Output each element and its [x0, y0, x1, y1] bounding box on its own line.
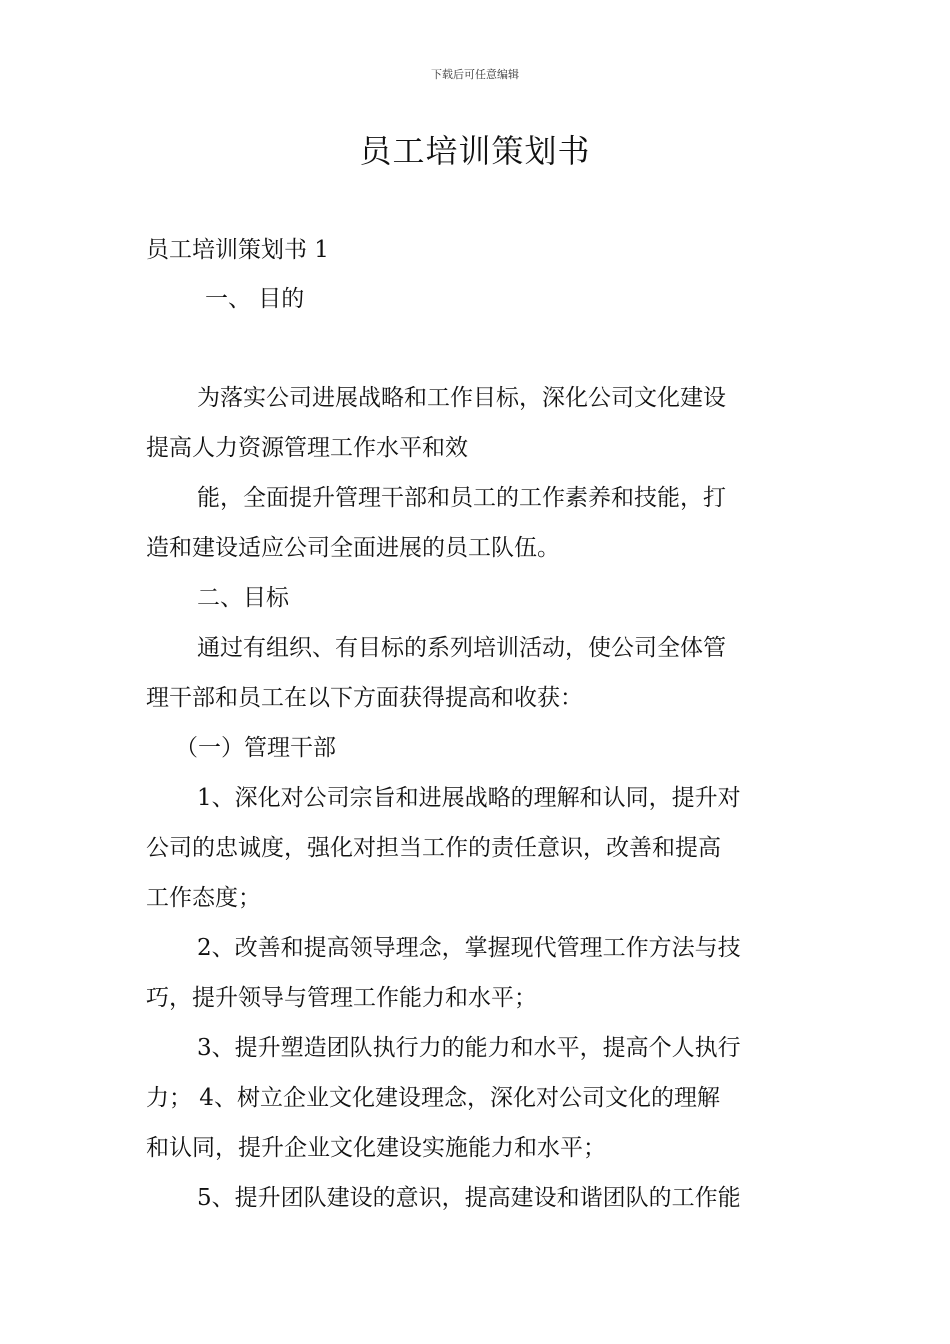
paragraph-line: 造和建设适应公司全面进展的员工队伍。 [146, 535, 560, 561]
list-item-line: 公司的忠诚度，强化对担当工作的责任意识，改善和提高 [146, 835, 721, 861]
list-item-line: 和认同，提升企业文化建设实施能力和水平； [146, 1135, 606, 1161]
paragraph-line: 提高人力资源管理工作水平和效 [146, 435, 468, 461]
list-item-line: 2、改善和提高领导理念，掌握现代管理工作方法与技 [197, 935, 741, 961]
subheading-management: （一）管理干部 [175, 735, 336, 761]
section-heading: 员工培训策划书 1 [146, 237, 329, 263]
paragraph-line: 为落实公司进展战略和工作目标，深化公司文化建设 [197, 385, 726, 411]
heading-purpose: 一、 目的 [205, 286, 305, 312]
list-item-line: 3、提升塑造团队执行力的能力和水平，提高个人执行 [197, 1035, 741, 1061]
list-item-line: 1、深化对公司宗旨和进展战略的理解和认同，提升对 [197, 785, 741, 811]
list-item-line: 巧，提升领导与管理工作能力和水平； [146, 985, 537, 1011]
heading-goal: 二、目标 [197, 585, 289, 611]
list-item-line: 力； 4、树立企业文化建设理念，深化对公司文化的理解 [146, 1085, 720, 1111]
list-item-line: 5、提升团队建设的意识，提高建设和谐团队的工作能 [197, 1185, 741, 1211]
list-item-line: 工作态度； [146, 885, 261, 911]
paragraph-line: 理干部和员工在以下方面获得提高和收获： [146, 685, 583, 711]
paragraph-line: 通过有组织、有目标的系列培训活动，使公司全体管 [197, 635, 726, 661]
paragraph-line: 能，全面提升管理干部和员工的工作素养和技能，打 [197, 485, 726, 511]
document-title: 员工培训策划书 [359, 132, 591, 170]
header-note: 下载后可任意编辑 [431, 68, 519, 81]
